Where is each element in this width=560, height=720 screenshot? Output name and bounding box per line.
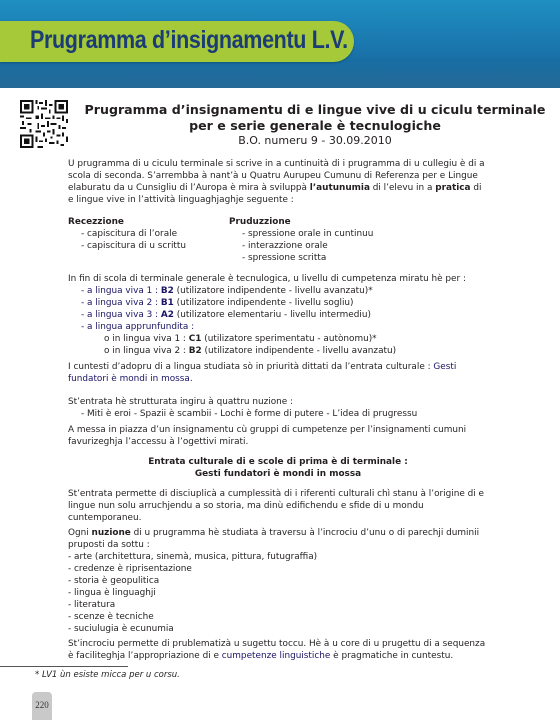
optional-level-item: o in lingua viva 1 : C1 (utilizatore sperimentatu - autònomu)*	[104, 334, 377, 344]
intro-paragraph: U prugramma di u ciculu terminale si scrive in a cuntinuità di i prugramma di u cullegiu è di a scola di seconda. S’arrembba à nant’à u Quatru Aurupeu Cumunu di Referenza per e Lingue elaburatu da u Cunsigliu di l’Auropa è mira à sviluppà l’autunumia di l’elevu in a pratica di e lingue vive in l’attività linguaghjaghje seguente :	[68, 159, 485, 205]
production-column	[229, 216, 449, 264]
optional-language-label: - a lingua apprunfundita :	[81, 322, 195, 332]
production-item: - interazzione orale	[242, 241, 328, 251]
domain-item: - scenze è tecniche	[68, 612, 154, 622]
domain-item: - literatura	[68, 600, 116, 610]
reception-item: - capiscitura di u scrittu	[81, 241, 186, 251]
document-subtitle: B.O. numeru 9 - 30.09.2010	[238, 134, 392, 147]
production-heading: Pruduzzione	[229, 217, 291, 227]
structure-note: A messa in piazza d’un insignamentu cù gruppi di cumpetenze per l’insignamenti cumuni favurizeghja l’accessu à l’ogettivi mirati.	[68, 425, 467, 447]
domain-item: - suciulugia è ecunumia	[68, 624, 174, 634]
reception-item: - capiscitura di l’orale	[81, 229, 178, 239]
production-item: - spressione orale in cuntinuu	[242, 229, 374, 239]
culture-paragraph-2: Ogni nuzione di u prugramma hè studiata à traversu à l’incrociu d’unu o di parechji duminii pruposti da sottu :	[68, 528, 480, 550]
structure-block	[68, 396, 488, 448]
reception-column	[68, 216, 218, 252]
contexts-paragraph: I cuntesti d’adopru di a lingua studiata sò in priurità dittati da l’entrata culturale : Gesti fundatori è mondi in mossa.	[68, 362, 457, 384]
domain-item: - credenze è riprisentazione	[68, 564, 192, 574]
production-item: - spressione scritta	[242, 253, 327, 263]
culture-paragraph-3: St’incrociu permette di prublematizà u sugettu toccu. Hè à u core di u prugettu di a sequenza è faciliteghja l’appropriazione di e cumpetenze linguistiche è pragmatiche in cuntestu.	[68, 639, 486, 661]
level-item: - a lingua viva 1 : B2 (utilizatore indipendente - livellu avanzatu)*	[81, 286, 373, 296]
level-item: - a lingua viva 2 : B1 (utilizatore indipendente - livellu sogliu)	[81, 298, 354, 308]
optional-level-item: o in lingua viva 2 : B2 (utilizatore indipendente - livellu avanzatu)	[104, 346, 397, 356]
qr-code-icon	[20, 100, 68, 148]
domain-item: - arte (architettura, sinemà, musica, pittura, futugraffia)	[68, 552, 318, 562]
footnote: * LV1 ùn esiste micca per u corsu.	[35, 670, 180, 680]
levels-block	[68, 273, 488, 357]
reception-heading: Recezzione	[68, 217, 124, 227]
structure-intro: St’entrata hè strutturata ingiru à quattru nuzione :	[68, 397, 294, 407]
culture-block	[68, 488, 488, 662]
document-title: Prugramma d’insignamentu di e lingue vive di u ciculu terminale per e serie generale è tecnulogiche	[84, 102, 546, 133]
section-heading: Entrata culturale di e scole di prima è di terminale : Gesti fundatori è mondi in mossa	[148, 457, 408, 479]
domain-item: - lingua è linguaghji	[68, 588, 156, 598]
header-title: Prugramma d’insignamentu L.V.	[30, 26, 348, 54]
levels-intro: In fin di scola di terminale generale è tecnulogica, u livellu di cumpetenza miratu hè per :	[68, 274, 466, 284]
domain-item: - storia è geopulitica	[68, 576, 160, 586]
header-wave	[0, 60, 560, 88]
level-item: - a lingua viva 3 : A2 (utilizatore elementariu - livellu intermediu)	[81, 310, 371, 320]
culture-paragraph-1: St’entrata permette di disciuplicà a cumplessità di i riferenti culturali chì stanu à l’origine di e lingue nun solu arruchjendu a so storia, ma dinù edifichendu e sfide di u mondu cuntemporaneu.	[68, 489, 485, 523]
footnote-divider	[0, 666, 128, 667]
notions-list: - Miti è eroi - Spazii è scambii - Lochi è forme di putere - L’idea di prugressu	[81, 409, 418, 419]
page-number: 220	[35, 700, 49, 710]
